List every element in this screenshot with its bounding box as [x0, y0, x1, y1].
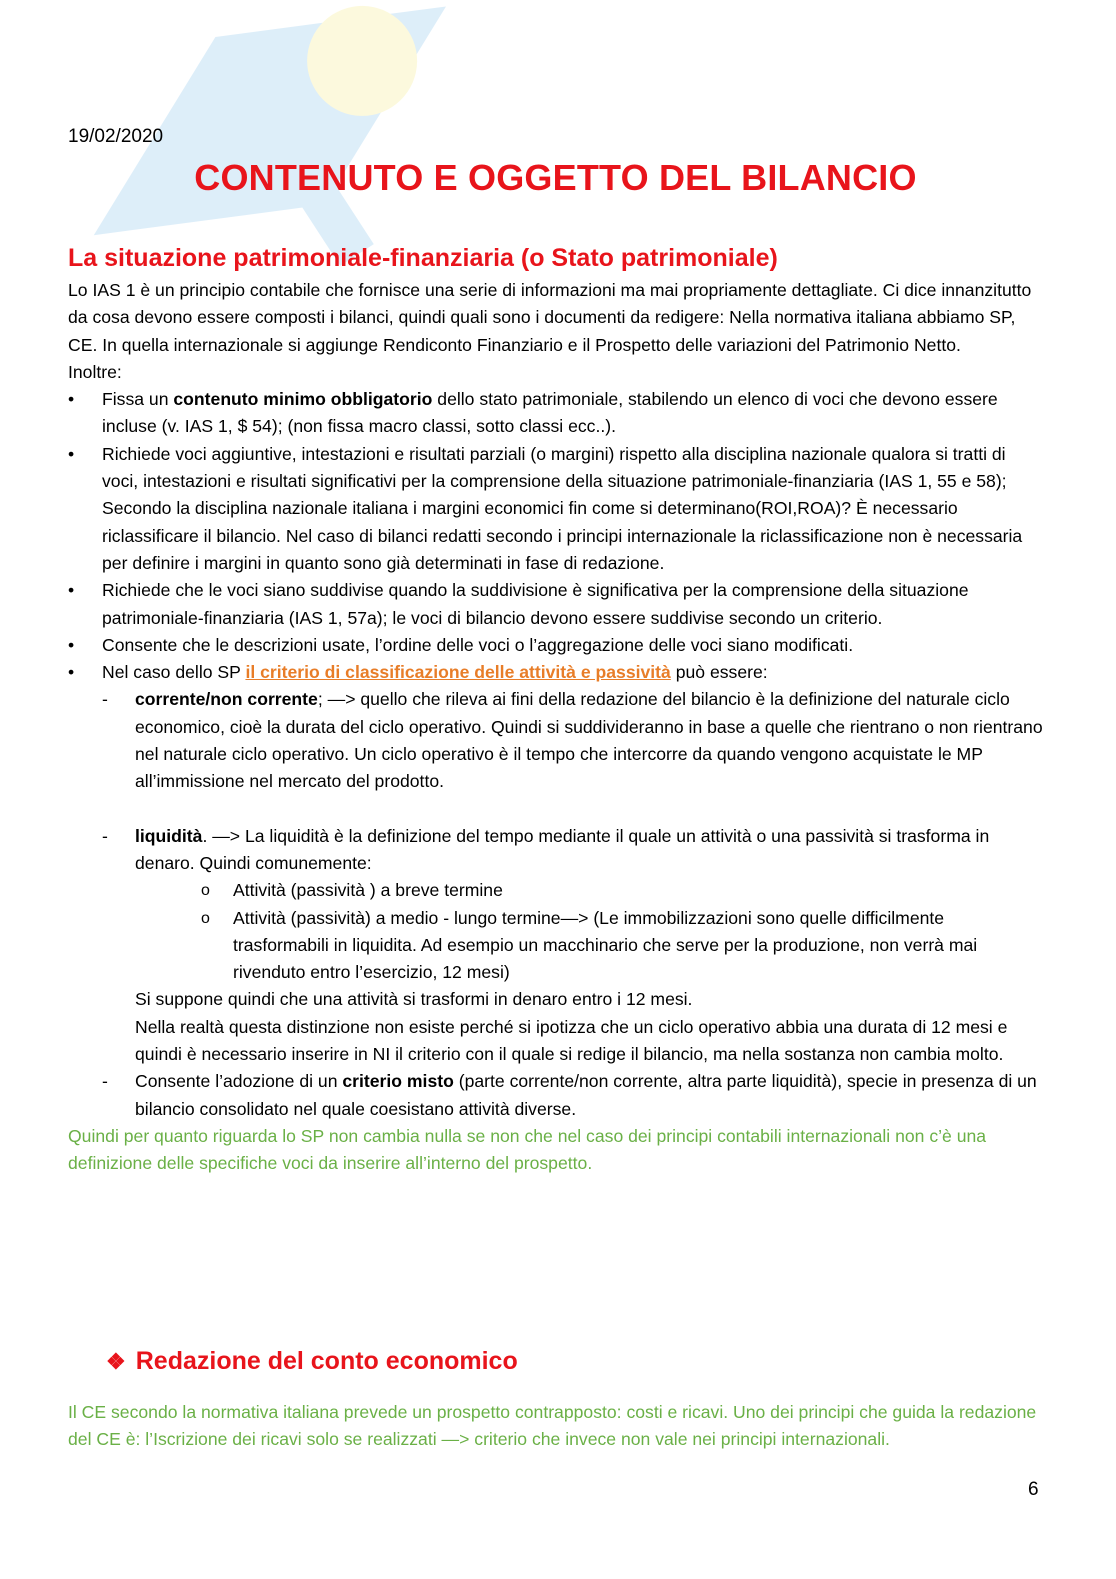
- ce-paragraph: Il CE secondo la normativa italiana prevede un prospetto contrapposto: costi e ricavi. Uno dei principi che guida la redazione del CE è: l’Iscrizione dei ricavi solo se realizzati —> criterio che invece non vale nei principi internazionali.: [68, 1401, 1037, 1449]
- circle-list: [135, 877, 1043, 986]
- document-body: [68, 277, 1043, 1178]
- green-note: Quindi per quanto riguarda lo SP non cambia nulla se non che nel caso dei principi contabili internazionali non c’è una definizione delle specifiche voci da inserire all’interno del prospetto.: [68, 1125, 987, 1174]
- dash-list: [102, 686, 1043, 1122]
- page-number: 6: [1028, 1479, 1039, 1500]
- circle-item: o Attività (passività ) a breve termine: [201, 877, 1043, 904]
- list-item: • Fissa un contenuto minimo obbligatorio dello stato patrimoniale, stabilendo un elenco di voci che devono essere incluse (v. IAS 1, $ 54); (non fissa macro classi, sotto classi ecc..).: [68, 386, 1043, 441]
- dash-item: - corrente/non corrente; —> quello che rileva ai fini della redazione del bilancio è la definizione del naturale ciclo economico, cioè la durata del ciclo operativo. Quindi si suddivideranno in base a quelle che rientrano o non rientrano nel naturale ciclo operativo. Un ciclo operativo è il tempo che intercorre da quando vengono acquistate le MP all’immissione nel mercato del prodotto.: [102, 686, 1043, 822]
- document-date: 19/02/2020: [68, 126, 164, 147]
- bold-term: corrente/non corrente: [135, 689, 318, 710]
- ce-heading: ❖ Redazione del conto economico: [106, 1347, 518, 1375]
- intro-paragraph: Lo IAS 1 è un principio contabile che fornisce una serie di informazioni ma mai propriamente dettagliate. Ci dice innanzitutto da cosa devono essere composti i bilanci, quindi quali sono i documenti da redigere: Nella normativa italiana abbiamo SP, CE. In quella internazionale si aggiunge Rendiconto Finanziario e il Prospetto delle variazioni del Patrimonio Netto.: [68, 280, 1032, 355]
- dash-item: - liquidità. —> La liquidità è la definizione del tempo mediante il quale un attività o una passività si trasforma in denaro. Quindi comunemente: o Attività (passività ) a breve termine o Attività (passività) a medio - lungo termine—> (Le immobilizzazioni sono quelle difficilmente trasformabili in liquidita. Ad esempio un macchinario che serve per la produzione, non verrà mai rivenduto entro l’esercizio, 12 mesi) Si suppone quindi che una attività si trasformi in denaro entro i 12 mesi. Nella realtà questa distinzione non esiste perché si ipotizza che un ciclo operativo abbia una durata di 12 mesi e quindi è necessario inserire in NI il criterio con il quale si redige il bilancio, ma nella sostanza non cambia molto.: [102, 823, 1043, 1069]
- bold-term: criterio misto: [342, 1071, 454, 1092]
- classification-link[interactable]: il criterio di classificazione delle attività e passività: [245, 662, 671, 683]
- bullet-list: [68, 386, 1043, 1123]
- list-item: • Richiede voci aggiuntive, intestazioni e risultati parziali (o margini) rispetto alla disciplina nazionale qualora si tratti di voci, intestazioni e risultati significativi per la comprensione della situazione patrimoniale-finanziaria (IAS 1, 55 e 58); Secondo la disciplina nazionale italiana i margini economici fin come si determinano(ROI,ROA)? È necessario riclassificare il bilancio. Nel caso di bilanci redatti secondo i principi internazionale la riclassificazione non è necessaria per definire i margini in quanto sono già determinati in fase di redazione.: [68, 441, 1043, 577]
- bold-term: contenuto minimo obbligatorio: [173, 389, 433, 410]
- dash-item: - Consente l’adozione di un criterio misto (parte corrente/non corrente, altra parte liquidità), specie in presenza di un bilancio consolidato nel quale coesistano attività diverse.: [102, 1068, 1043, 1123]
- list-item: • Nel caso dello SP il criterio di classificazione delle attività e passività può essere: - corrente/non corrente; —> quello che rileva ai fini della redazione del bilancio è la definizione del naturale ciclo economico, cioè la durata del ciclo operativo. Quindi si suddivideranno in base a quelle che rientrano o non rientrano nel naturale ciclo operativo. Un ciclo operativo è il tempo che intercorre da quando vengono acquistate le MP all’immissione nel mercato del prodotto. - liquidità. —> La liquidità è la definizione del tempo mediante il quale un attività o una passività si trasforma in denaro. Quindi comunemente: o Attività (passività ) a breve termine o Attività (passività) a medio - lungo termine—> (Le immobilizzazioni sono quelle difficilmente trasformabili in liquidita. Ad esempio un macchinario che serve per la produzione, non verrà mai rivenduto entro l’esercizio, 12 mesi) Si suppone quindi che una attività si trasformi in denaro entro i 12 mesi. Nella realtà questa distinzione non esiste perché si ipotizza che un ciclo operativo abbia una durata di 12 mesi e quindi è necessario inserire in NI il criterio con il quale si redige il bilancio, ma nella sostanza non cambia molto. - Consente l’adozione di un criterio misto (parte corrente/non corrente, altra parte liquidità), specie in presenza di un bilancio consolidato nel quale coesistano attività diverse.: [68, 659, 1043, 1123]
- bold-term: liquidità: [135, 825, 203, 846]
- circle-item: o Attività (passività) a medio - lungo termine—> (Le immobilizzazioni sono quelle difficilmente trasformabili in liquidita. Ad esempio un macchinario che serve per la produzione, non verrà mai rivenduto entro l’esercizio, 12 mesi): [201, 905, 1043, 987]
- diamond-bullet-icon: ❖: [106, 1349, 126, 1374]
- intro-inoltre: Inoltre:: [68, 361, 122, 382]
- section-heading: La situazione patrimoniale-finanziaria (o Stato patrimoniale): [68, 244, 778, 272]
- list-item: • Consente che le descrizioni usate, l’ordine delle voci o l’aggregazione delle voci siano modificati.: [68, 632, 1043, 659]
- page-title: CONTENUTO E OGGETTO DEL BILANCIO: [194, 157, 917, 198]
- list-item: • Richiede che le voci siano suddivise quando la suddivisione è significativa per la comprensione della situazione patrimoniale-finanziaria (IAS 1, 57a); le voci di bilancio devono essere suddivise secondo un criterio.: [68, 577, 1043, 632]
